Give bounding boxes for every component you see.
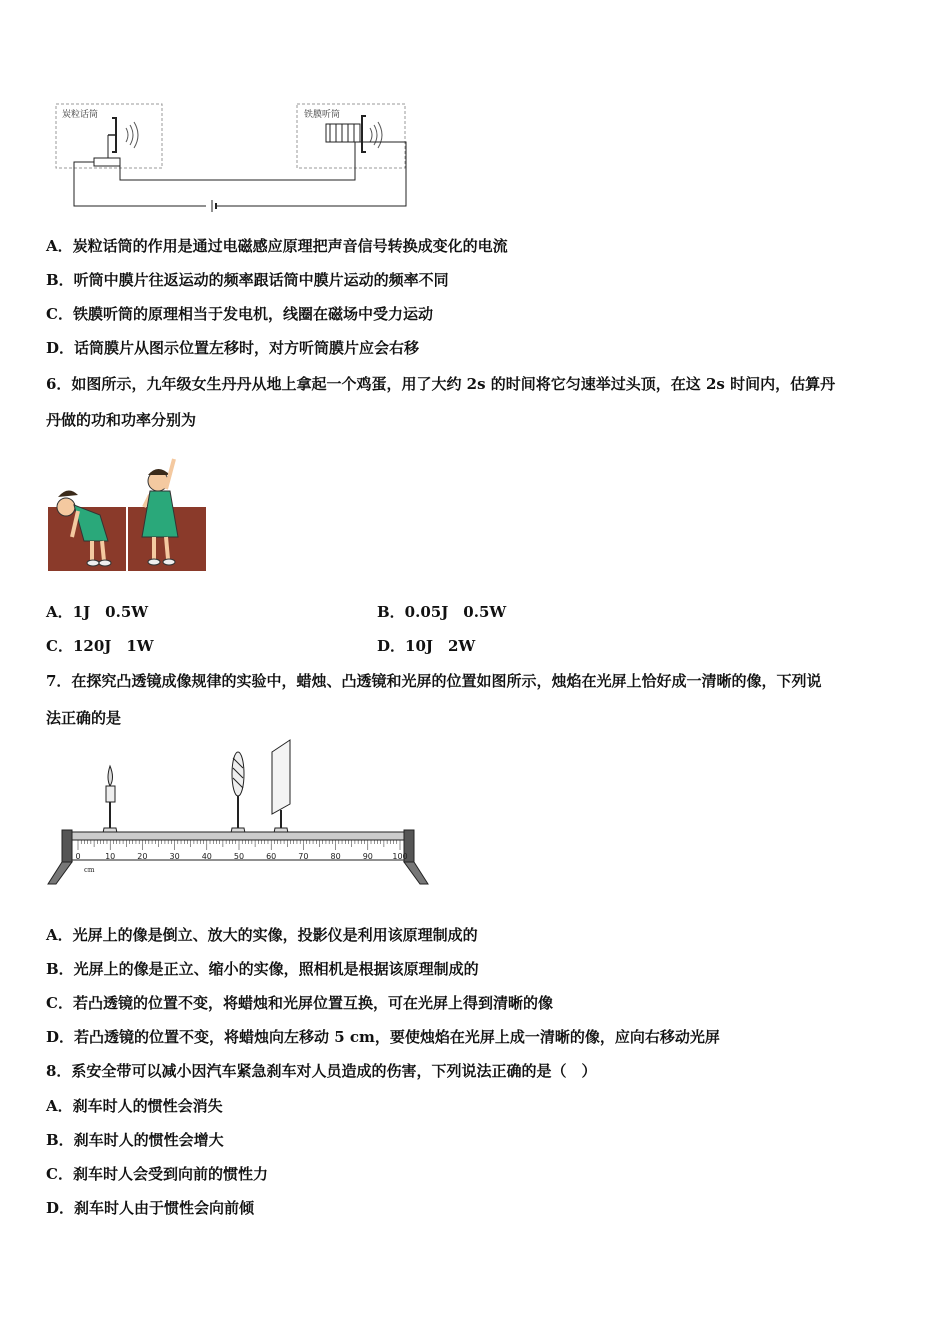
mic-label: 炭粒话筒 [62, 110, 99, 120]
ruler-tick-label: 40 [201, 852, 212, 861]
ruler-tick-label: 0 [75, 852, 81, 861]
q7-option-c: C．若凸透镜的位置不变，将蜡烛和光屏位置互换，可在光屏上得到清晰的像 [46, 994, 553, 1012]
q6-option-b: B．0.05J 0.5W [377, 603, 507, 621]
ruler-tick-label: 50 [233, 852, 245, 861]
q7-stem-line1: 7．在探究凸透镜成像规律的实验中，蜡烛、凸透镜和光屏的位置如图所示，烛焰在光屏上恰好成一清晰的像，下列说 [46, 672, 822, 690]
ruler-tick-label: 70 [298, 852, 309, 861]
q5-option-c: C．铁膜听筒的原理相当于发电机，线圈在磁场中受力运动 [46, 305, 433, 323]
q6-option-a: A．1J 0.5W [46, 603, 149, 621]
girl-lifting-egg-figure [48, 445, 206, 571]
q8-option-c: C．刹车时人会受到向前的惯性力 [46, 1165, 268, 1183]
ruler-unit: cm [84, 866, 95, 874]
q7-option-b: B．光屏上的像是正立、缩小的实像，照相机是根据该原理制成的 [46, 960, 479, 978]
ruler-tick-label: 90 [362, 852, 373, 861]
q6-stem-line1: 6．如图所示，九年级女生丹丹从地上拿起一个鸡蛋，用了大约 2s 的时间将它匀速举过头顶，在这 2s 时间内，估算丹 [46, 375, 836, 393]
q6-stem-line2: 丹做的功和功率分别为 [46, 411, 197, 429]
q8-option-d: D．刹车时人由于惯性会向前倾 [46, 1199, 255, 1217]
ruler-tick-label: 80 [330, 852, 341, 861]
q6-option-d: D．10J 2W [377, 637, 476, 655]
ruler-tick-label: 100 [392, 852, 408, 861]
q5-option-b: B．听筒中膜片往返运动的频率跟话筒中膜片运动的频率不同 [46, 271, 449, 289]
telephone-circuit-figure [50, 100, 410, 215]
q5-option-a: A．炭粒话筒的作用是通过电磁感应原理把声音信号转换成变化的电流 [46, 237, 508, 255]
ruler-tick-label: 30 [169, 852, 180, 861]
ruler-tick-label: 10 [105, 852, 116, 861]
ruler-tick-label: 20 [137, 852, 148, 861]
optical-bench-figure [44, 738, 436, 890]
light-screen [272, 740, 290, 814]
q6-option-c: C．120J 1W [46, 637, 154, 655]
q5-option-d: D．话筒膜片从图示位置左移时，对方听筒膜片应会右移 [46, 339, 420, 357]
receiver-label: 铁膜听筒 [304, 110, 341, 120]
q7-stem-line2: 法正确的是 [46, 709, 122, 727]
q8-option-a: A．刹车时人的惯性会消失 [46, 1097, 223, 1115]
candle [106, 786, 115, 802]
q8-option-b: B．刹车时人的惯性会增大 [46, 1131, 224, 1149]
q8-stem: 8．系安全带可以减小因汽车紧急刹车对人员造成的伤害，下列说法正确的是（ ） [46, 1062, 597, 1080]
q7-option-d: D．若凸透镜的位置不变，将蜡烛向左移动 5 cm，要使烛焰在光屏上成一清晰的像，应向右移动光屏 [46, 1028, 720, 1046]
candle-flame [108, 766, 113, 786]
ruler-tick-label: 60 [266, 852, 277, 861]
q7-option-a: A．光屏上的像是倒立、放大的实像，投影仪是利用该原理制成的 [46, 926, 478, 944]
